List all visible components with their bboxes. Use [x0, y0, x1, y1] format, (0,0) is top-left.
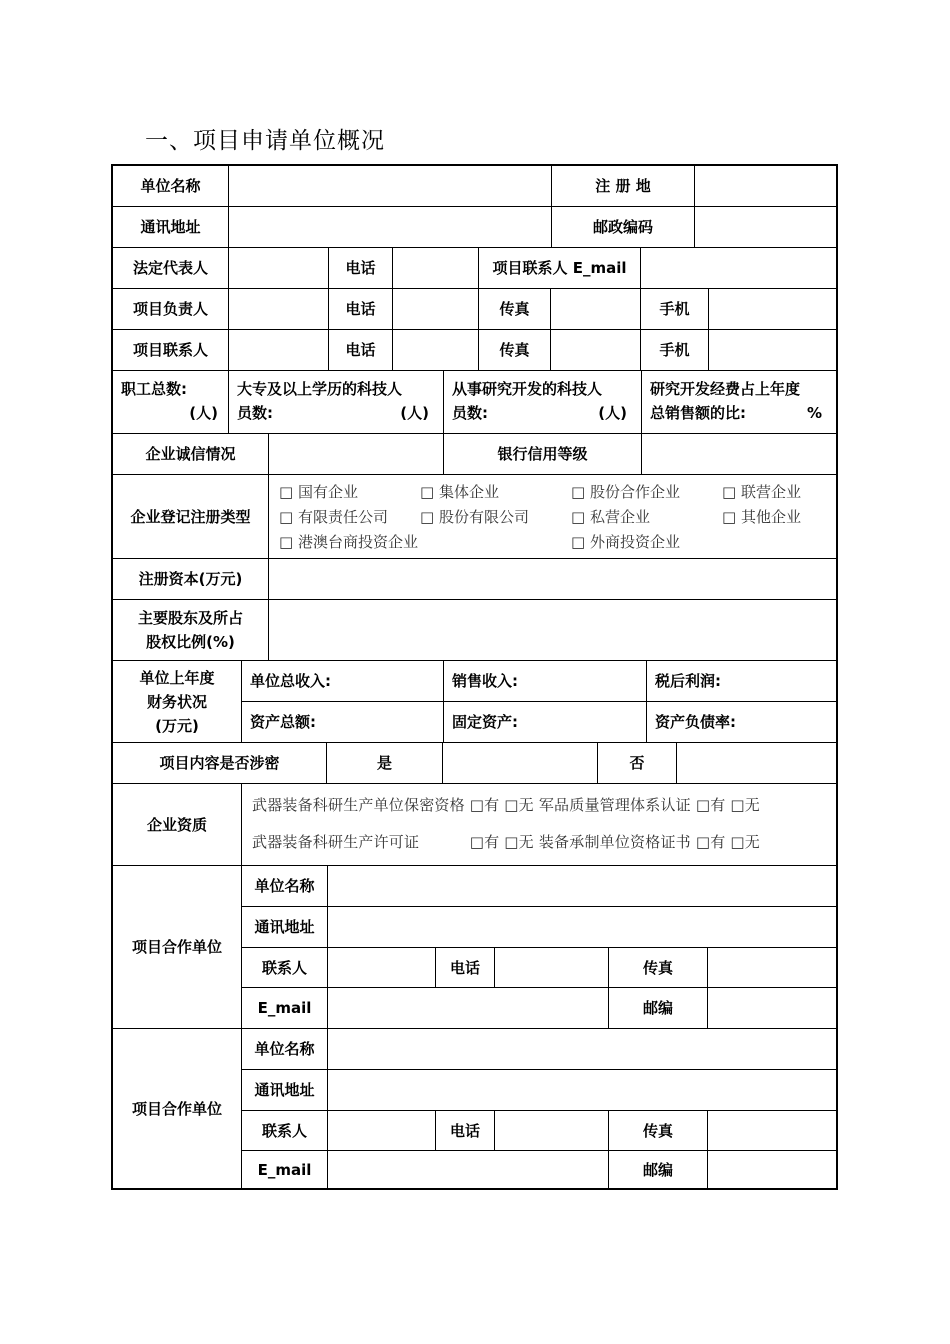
postcode-field[interactable] [695, 207, 836, 248]
label-shareholders [113, 600, 269, 661]
label-fax: 传真 [479, 330, 551, 371]
label-coop-contact: 联系人 [242, 1111, 328, 1151]
contact-field[interactable] [229, 330, 329, 371]
contact-mobile-field[interactable] [709, 330, 836, 371]
label-rd-ratio: 研究开发经费占上年度 [650, 380, 801, 398]
label-mobile: 手机 [641, 289, 709, 330]
label-staff-total: 职工总数: [121, 380, 187, 398]
label-reg-place: 注 册 地 [552, 166, 695, 207]
label-coop-address: 通讯地址 [242, 907, 328, 948]
label-no: 否 [598, 743, 677, 784]
label-phone: 电话 [329, 330, 393, 371]
label-credit: 企业诚信情况 [113, 434, 269, 475]
reg-type-joint-stock-coop[interactable]: □ 股份合作企业 [571, 483, 680, 501]
label-finance-3: (万元) [155, 716, 199, 735]
total-income-field[interactable]: 单位总收入: [242, 661, 444, 702]
reg-type-foreign[interactable]: □ 外商投资企业 [571, 533, 680, 551]
leader-fax-field[interactable] [551, 289, 641, 330]
reg-type-hk-macao-tw[interactable]: □ 港澳台商投资企业 [279, 533, 418, 551]
label-phone: 电话 [329, 289, 393, 330]
reg-type-private[interactable]: □ 私营企业 [571, 508, 650, 526]
coop1-name-field[interactable] [328, 866, 836, 907]
label-coop-fax: 传真 [609, 1111, 708, 1151]
label-fax: 传真 [479, 289, 551, 330]
label-finance [113, 661, 242, 743]
label-coop-name: 单位名称 [242, 866, 328, 907]
coop1-email-field[interactable] [328, 988, 609, 1029]
label-contact-email: 项目联系人 E_mail [479, 248, 641, 289]
capital-field[interactable] [269, 559, 836, 600]
reg-place-field[interactable] [695, 166, 836, 207]
label-coop-unit-2: 项目合作单位 [113, 1029, 242, 1188]
label-secret: 项目内容是否涉密 [113, 743, 327, 784]
label-address: 通讯地址 [113, 207, 229, 248]
label-coop-phone: 电话 [436, 1111, 495, 1151]
label-finance-1: 单位上年度 [139, 668, 215, 687]
legal-rep-field[interactable] [229, 248, 329, 289]
legal-rep-phone-field[interactable] [393, 248, 479, 289]
label-percent: % [806, 404, 822, 422]
label-rd-ratio-2: 总销售额的比: [650, 404, 746, 422]
leader-phone-field[interactable] [393, 289, 479, 330]
label-coop-contact: 联系人 [242, 948, 328, 988]
label-contact: 项目联系人 [113, 330, 229, 371]
contact-email-field[interactable] [641, 248, 836, 289]
application-form [111, 164, 838, 1190]
coop1-address-field[interactable] [328, 907, 836, 948]
label-leader: 项目负责人 [113, 289, 229, 330]
coop1-phone-field[interactable] [495, 948, 609, 988]
reg-type-llc[interactable]: □ 有限责任公司 [279, 508, 388, 526]
label-coop-email: E_mail [242, 1151, 328, 1188]
sales-income-field[interactable]: 销售收入: [444, 661, 647, 702]
unit-name-field[interactable] [229, 166, 552, 207]
label-reg-type: 企业登记注册类型 [113, 475, 269, 559]
reg-type-state-owned[interactable]: □ 国有企业 [279, 483, 358, 501]
label-legal-rep: 法定代表人 [113, 248, 229, 289]
rd-staff-cell[interactable] [444, 371, 642, 434]
label-coop-postcode: 邮编 [609, 988, 708, 1029]
label-qualification: 企业资质 [113, 784, 242, 866]
reg-type-ltd[interactable]: □ 股份有限公司 [420, 508, 529, 526]
label-shareholders-1: 主要股东及所占 [137, 609, 243, 627]
label-phone: 电话 [329, 248, 393, 289]
label-coop-unit-1: 项目合作单位 [113, 866, 242, 1029]
label-capital: 注册资本(万元) [113, 559, 269, 600]
leader-field[interactable] [229, 289, 329, 330]
label-coop-email: E_mail [242, 988, 328, 1029]
secret-no-field[interactable] [677, 743, 836, 784]
label-rd-staff-2: 员数: [452, 404, 488, 422]
label-person-unit: (人) [400, 404, 429, 422]
label-college-staff-2: 员数: [237, 404, 273, 422]
label-coop-postcode: 邮编 [609, 1151, 708, 1188]
after-tax-profit-field[interactable]: 税后利润: [647, 661, 836, 702]
bank-credit-field[interactable] [642, 434, 836, 475]
address-field[interactable] [229, 207, 552, 248]
total-assets-field[interactable]: 资产总额: [242, 702, 444, 743]
staff-total-cell[interactable] [113, 371, 229, 434]
label-unit-name: 单位名称 [113, 166, 229, 207]
label-yes: 是 [327, 743, 443, 784]
credit-field[interactable] [269, 434, 444, 475]
label-bank-credit: 银行信用等级 [444, 434, 642, 475]
label-coop-phone: 电话 [436, 948, 495, 988]
leader-mobile-field[interactable] [709, 289, 836, 330]
page-title: 一、项目申请单位概况 [145, 128, 385, 154]
coop2-name-field[interactable] [328, 1029, 836, 1070]
reg-type-joint-venture[interactable]: □ 联营企业 [722, 483, 801, 501]
label-mobile: 手机 [641, 330, 709, 371]
label-rd-staff: 从事研究开发的科技人 [452, 380, 603, 398]
qualification-row-2[interactable]: 武器装备科研生产许可证 □有 □无 装备承制单位资格证书 □有 □无 [252, 833, 760, 851]
qualification-row-1[interactable]: 武器装备科研生产单位保密资格 □有 □无 军品质量管理体系认证 □有 □无 [252, 796, 760, 814]
coop1-postcode-field[interactable] [708, 988, 836, 1029]
label-coop-address: 通讯地址 [242, 1070, 328, 1111]
coop2-phone-field[interactable] [495, 1111, 609, 1151]
secret-yes-field[interactable] [443, 743, 598, 784]
coop2-fax-field[interactable] [708, 1111, 836, 1151]
coop2-email-field[interactable] [328, 1151, 609, 1188]
label-person-unit: (人) [598, 404, 627, 422]
debt-ratio-field[interactable]: 资产负债率: [647, 702, 836, 743]
contact-phone-field[interactable] [393, 330, 479, 371]
college-staff-cell[interactable] [229, 371, 444, 434]
label-person-unit: (人) [189, 404, 218, 422]
label-postcode: 邮政编码 [552, 207, 695, 248]
label-coop-fax: 传真 [609, 948, 708, 988]
coop2-address-field[interactable] [328, 1070, 836, 1111]
label-finance-2: 财务状况 [146, 692, 207, 711]
shareholders-field[interactable] [269, 600, 836, 661]
reg-type-collective[interactable]: □ 集体企业 [420, 483, 499, 501]
rd-ratio-cell[interactable] [642, 371, 836, 434]
coop2-contact-field[interactable] [328, 1111, 436, 1151]
coop2-postcode-field[interactable] [708, 1151, 836, 1188]
reg-type-other[interactable]: □ 其他企业 [722, 508, 801, 526]
label-coop-name: 单位名称 [242, 1029, 328, 1070]
coop1-contact-field[interactable] [328, 948, 436, 988]
label-college-staff: 大专及以上学历的科技人 [237, 380, 403, 398]
fixed-assets-field[interactable]: 固定资产: [444, 702, 647, 743]
contact-fax-field[interactable] [551, 330, 641, 371]
coop1-fax-field[interactable] [708, 948, 836, 988]
label-shareholders-2: 股权比例(%) [146, 633, 235, 651]
